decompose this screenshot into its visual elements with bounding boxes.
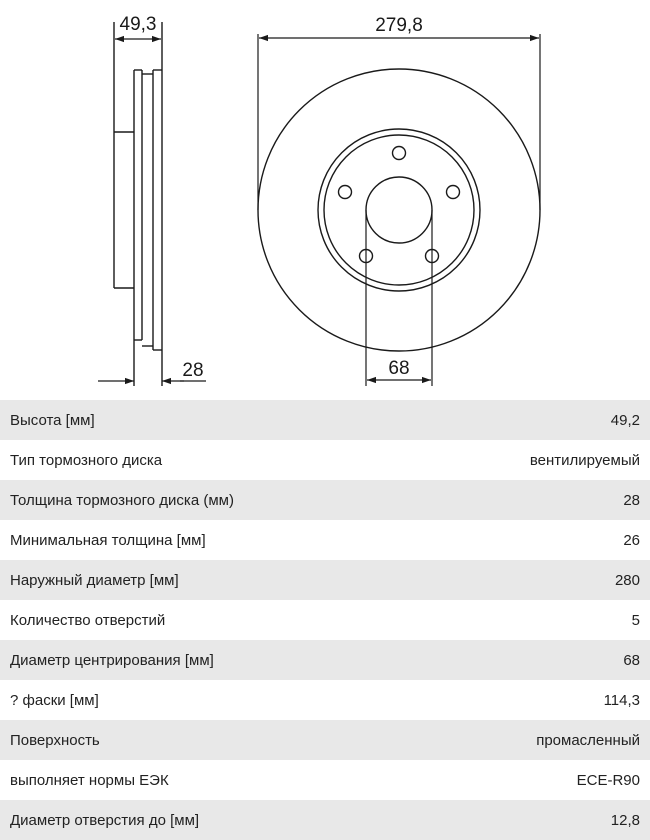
spec-value: вентилируемый bbox=[529, 451, 640, 469]
diameter-dimension-label: 279,8 bbox=[375, 15, 423, 36]
spec-value: промасленный bbox=[536, 731, 640, 749]
spec-label: Тип тормозного диска bbox=[10, 451, 163, 469]
brake-disc-drawing bbox=[0, 0, 650, 400]
spec-label: Поверхность bbox=[10, 731, 100, 749]
spec-row bbox=[0, 680, 650, 720]
spec-label: ? фаски [мм] bbox=[10, 691, 99, 709]
centering-dimension-label: 68 bbox=[388, 358, 410, 379]
spec-row bbox=[0, 720, 650, 760]
spec-row bbox=[0, 760, 650, 800]
spec-row bbox=[0, 440, 650, 480]
spec-label: Диаметр отверстия до [мм] bbox=[10, 811, 200, 829]
thickness-dimension-label: 28 bbox=[182, 360, 204, 381]
disc-outer-edge bbox=[258, 69, 540, 351]
spec-value: 114,3 bbox=[603, 691, 640, 709]
center-bore bbox=[366, 177, 432, 243]
spec-value: 26 bbox=[623, 531, 640, 549]
spec-label: выполняет нормы ЕЭК bbox=[10, 771, 169, 789]
spec-value: 49,2 bbox=[610, 411, 640, 429]
spec-row bbox=[0, 600, 650, 640]
hat-inner-edge bbox=[324, 135, 474, 285]
spec-row bbox=[0, 400, 650, 440]
height-dimension-label: 49,3 bbox=[119, 14, 157, 35]
hat-outer-edge bbox=[318, 129, 480, 291]
spec-row bbox=[0, 520, 650, 560]
bolt-hole bbox=[393, 147, 406, 160]
spec-row bbox=[0, 480, 650, 520]
spec-table bbox=[0, 400, 650, 840]
bolt-hole bbox=[447, 186, 460, 199]
spec-row bbox=[0, 800, 650, 840]
spec-label: Высота [мм] bbox=[10, 411, 95, 429]
spec-value: 28 bbox=[623, 491, 640, 509]
spec-value: 5 bbox=[631, 611, 640, 629]
spec-value: 12,8 bbox=[610, 811, 640, 829]
spec-value: 280 bbox=[614, 571, 640, 589]
spec-row bbox=[0, 560, 650, 600]
bolt-hole bbox=[339, 186, 352, 199]
spec-label: Диаметр центрирования [мм] bbox=[10, 651, 214, 669]
spec-value: ECE-R90 bbox=[576, 771, 640, 789]
spec-label: Толщина тормозного диска (мм) bbox=[10, 491, 234, 509]
front-view-dimensions bbox=[258, 15, 540, 386]
spec-label: Наружный диаметр [мм] bbox=[10, 571, 179, 589]
spec-label: Количество отверстий bbox=[10, 611, 166, 629]
side-view bbox=[114, 22, 162, 386]
spec-row bbox=[0, 640, 650, 680]
technical-drawing bbox=[0, 0, 650, 400]
front-view bbox=[258, 69, 540, 351]
spec-label: Минимальная толщина [мм] bbox=[10, 531, 206, 549]
spec-value: 68 bbox=[623, 651, 640, 669]
